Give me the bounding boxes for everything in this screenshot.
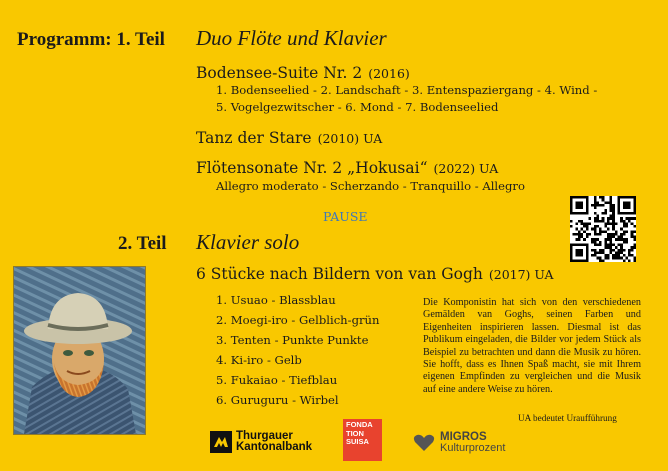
piece-item: 1. Usuao - Blassblau [216, 293, 336, 307]
work-bodensee-suite [196, 63, 410, 82]
migros-kulturprozent-logo[interactable] [413, 432, 505, 454]
work-meta: (2017) UA [488, 267, 554, 282]
qr-code[interactable] [570, 196, 636, 262]
van-gogh-portrait-image [13, 266, 146, 435]
work-title: Tanz der Stare [196, 129, 312, 147]
tkb-mark-icon [210, 431, 232, 453]
piece-item: 3. Tenten - Punkte Punkte [216, 333, 369, 347]
piece-item: 4. Ki-iro - Gelb [216, 353, 302, 367]
work-meta: (2016) [368, 66, 410, 81]
part1-title: Duo Flöte und Klavier [196, 26, 387, 50]
part2-label: 2. Teil [118, 233, 167, 254]
migros-line: MIGROS [440, 431, 487, 443]
piece-item: 2. Moegi-iro - Gelblich-grün [216, 313, 380, 327]
qr-code-icon [570, 196, 636, 262]
heart-icon [413, 434, 435, 452]
composer-note: Die Komponistin hat sich von den verschiedenen Gemälden van Goghs, seinen Farben und Eigenheiten inspirieren lassen. Diesmal ist das Publikum eingeladen, die Bilder vor jedem Stück als Beispiel zu betrachten und dann die Musik zu hören. Sie hofft, dass es Ihnen Spaß macht, sie mit Ihrem eigenen Empfinden zu vergleichen und die Musik auf eine andere Weise zu hören. [423, 297, 641, 395]
work-floetensonate [196, 158, 498, 177]
part2-title: Klavier solo [196, 230, 300, 254]
ua-footnote: UA bedeutet Uraufführung [518, 413, 617, 423]
work-title: 6 Stücke nach Bildern von van Gogh [196, 265, 483, 283]
movement-line: 5. Vogelgezwitscher - 6. Mond - 7. Bodenseelied [216, 100, 499, 114]
migros-line: Kulturprozent [440, 442, 506, 454]
pause-label: PAUSE [323, 209, 368, 224]
work-tanz-der-stare [196, 128, 382, 147]
fondation-suisa-logo[interactable] [343, 419, 382, 461]
tkb-line: Kantonalbank [236, 441, 313, 453]
suisa-line: TION [346, 428, 364, 438]
tkb-line: Thurgauer [236, 430, 293, 442]
work-van-gogh [196, 264, 554, 283]
work-meta: (2010) UA [317, 131, 383, 146]
part1-label: Programm: 1. Teil [17, 29, 165, 50]
tkb-wordmark [236, 431, 312, 453]
work-title: Bodensee-Suite Nr. 2 [196, 64, 363, 82]
migros-wordmark [440, 432, 505, 454]
suisa-line: SUISA [346, 437, 369, 447]
thurgauer-kantonalbank-logo[interactable] [210, 431, 312, 453]
movement-line: Allegro moderato - Scherzando - Tranquillo - Allegro [216, 179, 525, 193]
work-meta: (2022) UA [433, 161, 499, 176]
movement-line: 1. Bodenseelied - 2. Landschaft - 3. Entenspaziergang - 4. Wind - [216, 83, 598, 97]
piece-item: 5. Fukaiao - Tiefblau [216, 373, 338, 387]
work-title: Flötensonate Nr. 2 „Hokusai“ [196, 159, 428, 177]
suisa-line: FONDA [346, 420, 373, 429]
piece-item: 6. Guruguru - Wirbel [216, 393, 339, 407]
piece-list [216, 290, 379, 410]
